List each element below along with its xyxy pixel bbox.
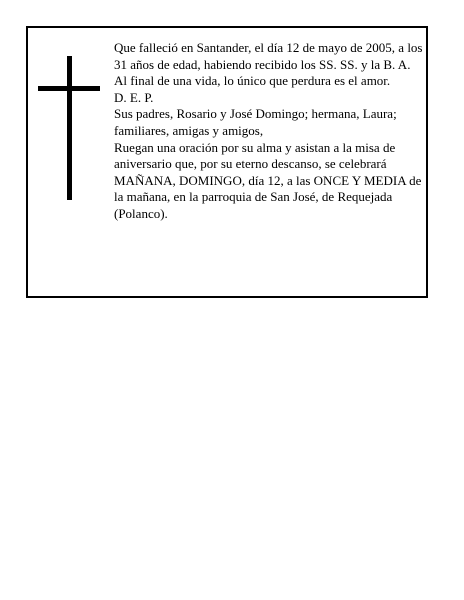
death-statement: Que falleció en Santander, el día 12 de mayo de 2005, a los 31 años de edad, habiendo recibido los SS. SS. y la B. A. (114, 40, 423, 72)
notice-text (114, 40, 424, 223)
obituary-notice (26, 26, 428, 298)
mass-announcement: Ruegan una oración por su alma y asistan a la misa de aniversario que, por su eterno descanso, se celebrará MAÑANA, DOMINGO, día 12, a las ONCE Y MEDIA de la mañana, en la parroquia de San José, de Requejada (Polanco). (114, 139, 422, 221)
cross-horizontal-bar (38, 86, 100, 91)
cross-vertical-bar (67, 56, 72, 200)
rip-abbreviation: D. E. P. (114, 89, 154, 105)
family-list: Sus padres, Rosario y José Domingo; hermana, Laura; familiares, amigas y amigos, (114, 106, 397, 138)
cross-icon (38, 56, 100, 200)
epitaph: Al final de una vida, lo único que perdura es el amor. (114, 73, 391, 89)
